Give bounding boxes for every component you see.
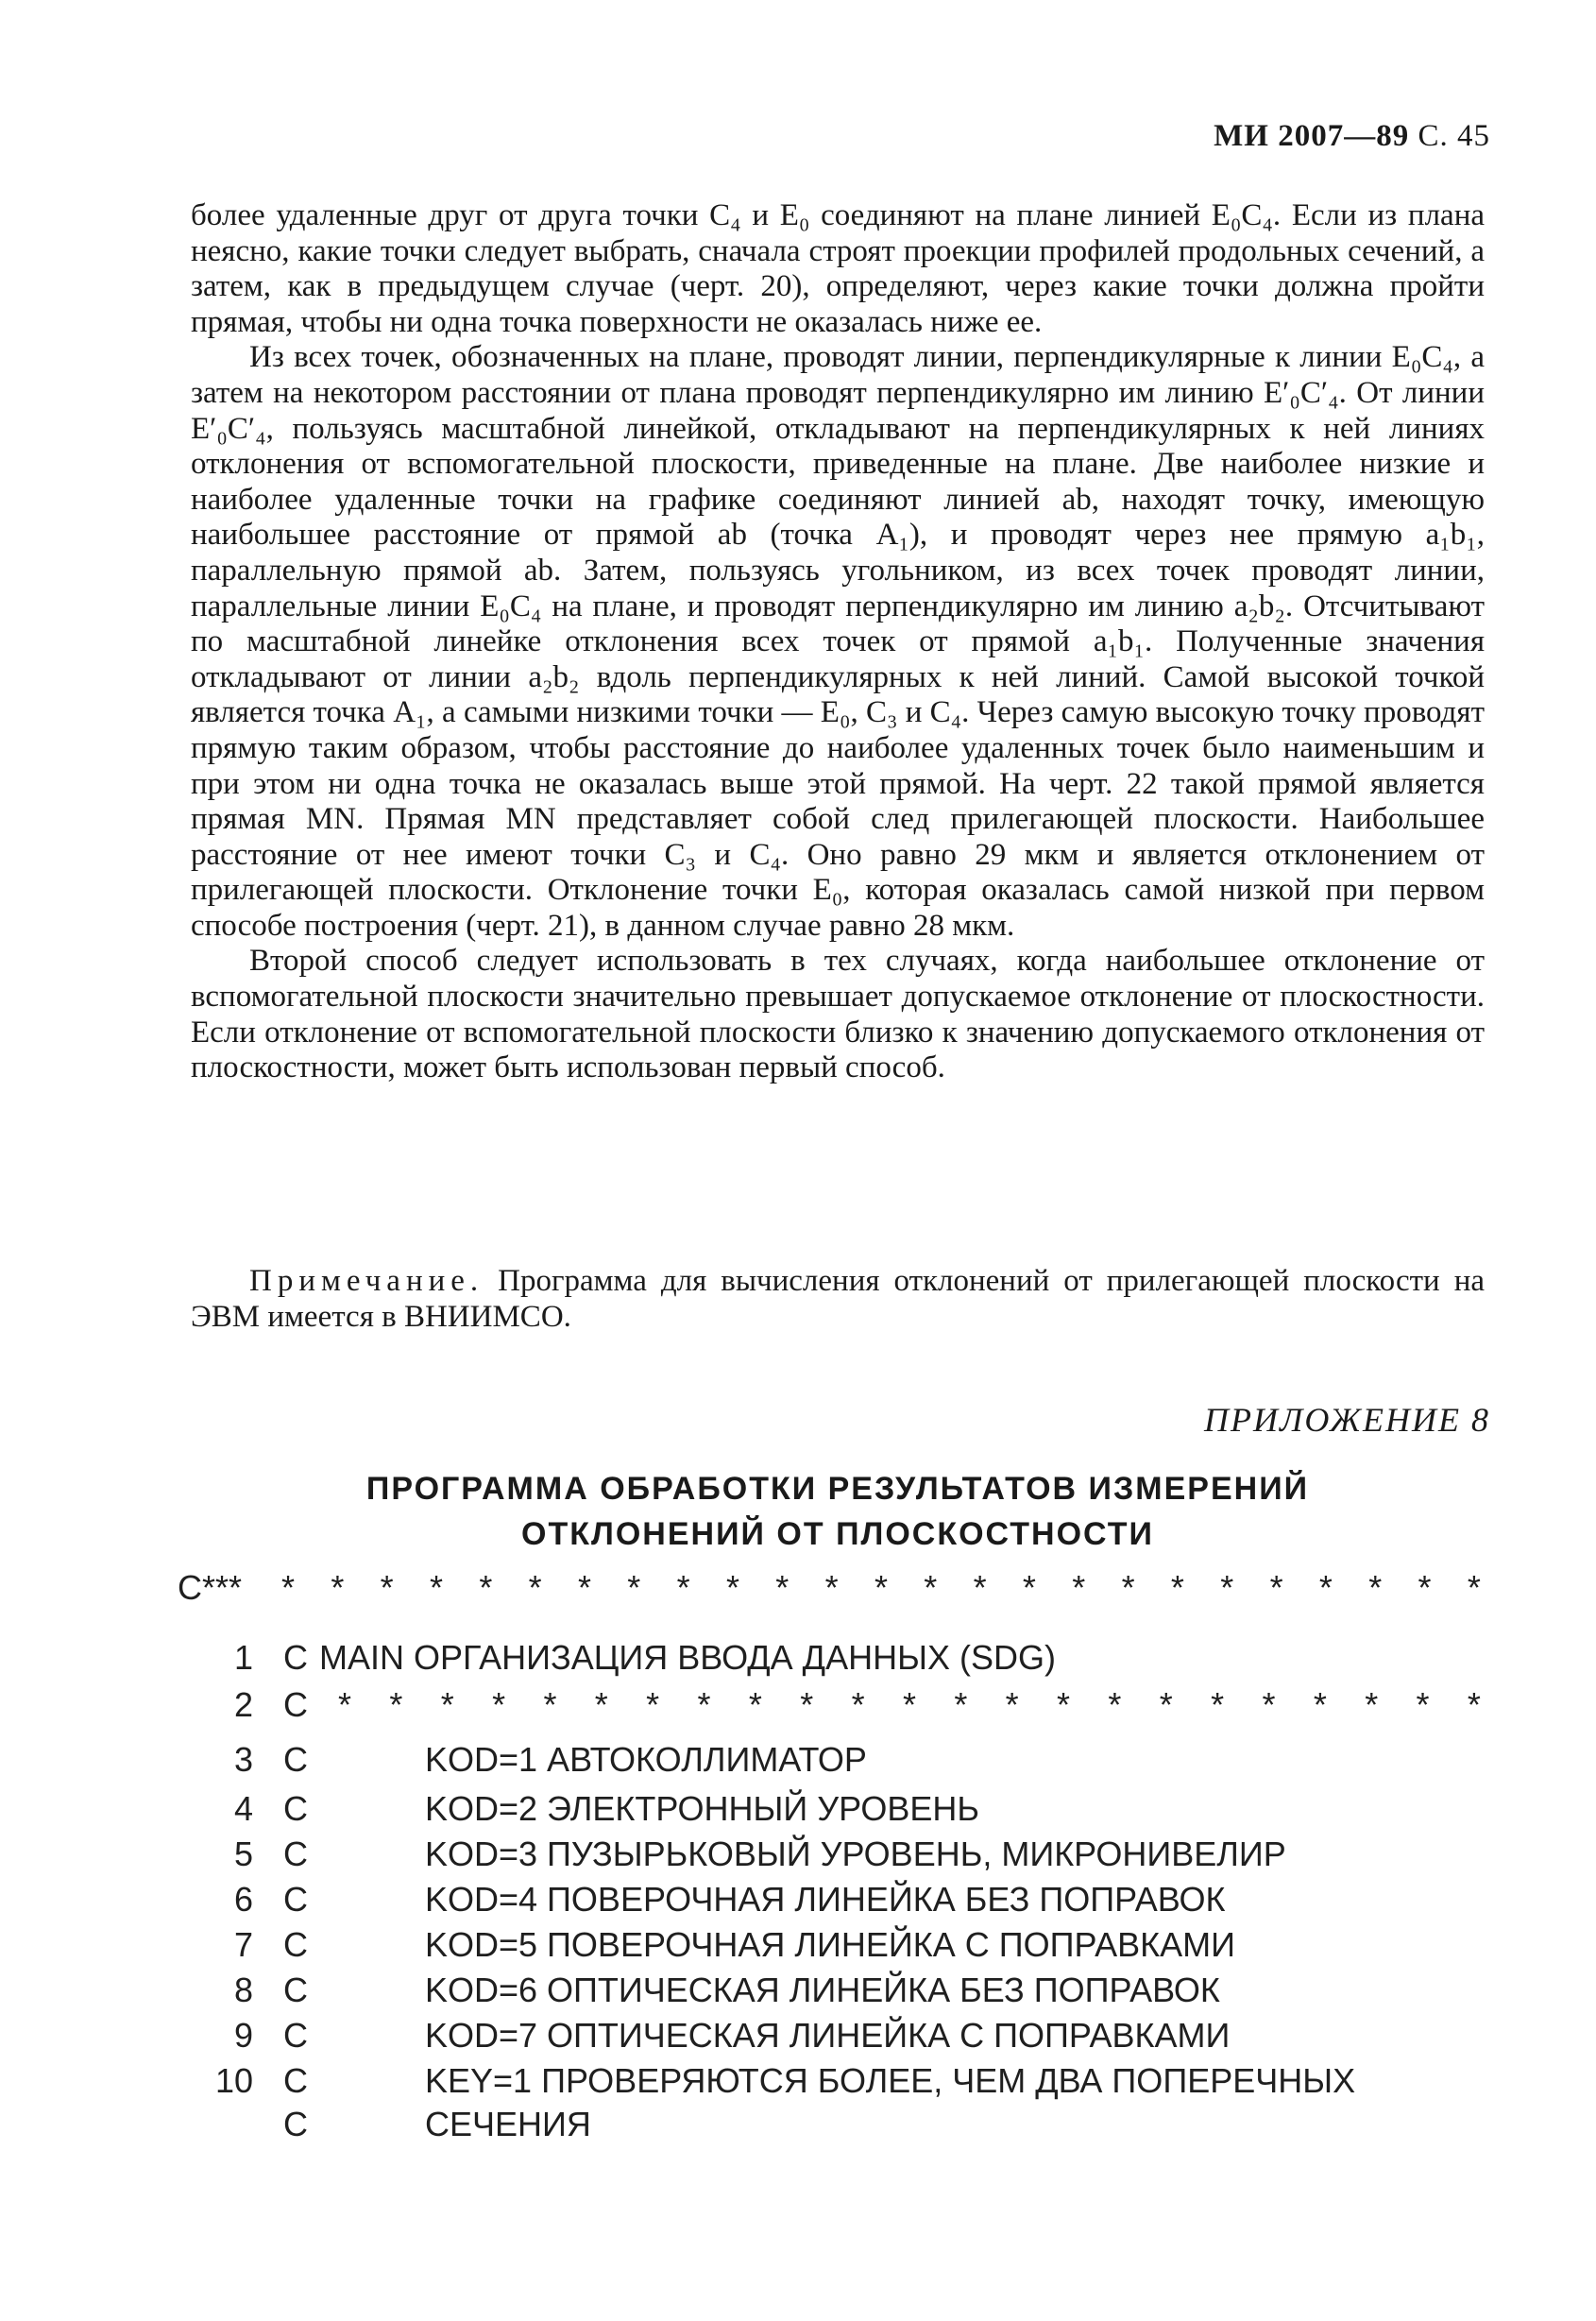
comment-marker: C (283, 1880, 308, 1919)
appendix-title-line-1: ПРОГРАММА ОБРАБОТКИ РЕЗУЛЬТАТОВ ИЗМЕРЕНИЙ (365, 1471, 1310, 1507)
code-line (178, 1925, 1490, 1971)
star-glyph: * (1418, 1568, 1432, 1607)
star-glyph: * (380, 1568, 394, 1607)
line-number: 4 (233, 1789, 253, 1828)
star-glyph: * (627, 1568, 641, 1607)
star-glyph: * (800, 1685, 814, 1724)
star-glyph: * (331, 1568, 345, 1607)
star-glyph: * (973, 1568, 987, 1607)
star-glyph: * (1467, 1568, 1481, 1607)
line-number: 3 (233, 1740, 253, 1779)
appendix-title (191, 1466, 1485, 1557)
line-number: 10 (214, 2061, 253, 2100)
comment-marker: C (283, 1638, 308, 1677)
body-text (191, 198, 1485, 1086)
comment-marker: C (283, 1835, 308, 1873)
star-glyph: * (725, 1568, 739, 1607)
line-number: 2 (233, 1685, 253, 1724)
line-number: 8 (233, 1971, 253, 2009)
star-glyph: * (1262, 1685, 1276, 1724)
star-glyph: * (1072, 1568, 1086, 1607)
star-glyph: * (1220, 1568, 1234, 1607)
star-glyph: * (874, 1568, 888, 1607)
star-glyph: * (429, 1568, 443, 1607)
star-glyph: * (281, 1568, 296, 1607)
star-glyph: * (924, 1568, 938, 1607)
code-lines (178, 1638, 1490, 2148)
code-text: KEY=1 ПРОВЕРЯЮТСЯ БОЛЕЕ, ЧЕМ ДВА ПОПЕРЕЧНЫХ (425, 2061, 1356, 2100)
line-number: 9 (233, 2016, 253, 2055)
star-glyph: * (1159, 1685, 1173, 1724)
page-header (1214, 119, 1490, 154)
page-number: С. 45 (1418, 119, 1490, 153)
comment-marker: C (283, 2105, 308, 2143)
star-glyph: * (1005, 1685, 1019, 1724)
star-glyph: * (1108, 1685, 1122, 1724)
code-comment-prefix: C*** (178, 1568, 243, 1607)
code-text: KOD=5 ПОВЕРОЧНАЯ ЛИНЕЙКА С ПОПРАВКАМИ (425, 1925, 1235, 1964)
code-line (178, 1880, 1490, 1925)
code-text: СЕЧЕНИЯ (425, 2105, 591, 2143)
star-glyph: * (1121, 1568, 1135, 1607)
appendix-title-line-2: ОТКЛОНЕНИЙ ОТ ПЛОСКОСТНОСТИ (521, 1516, 1154, 1552)
star-glyph: * (1057, 1685, 1071, 1724)
line-number: 6 (233, 1880, 253, 1919)
star-glyph: * (748, 1685, 762, 1724)
comment-marker: C (283, 1925, 308, 1964)
star-glyph: * (676, 1568, 690, 1607)
star-glyph: * (1313, 1685, 1327, 1724)
note-text: Программа для вычисления отклонений от прилегающей плоскости на ЭВМ имеется в ВНИИМСО. (191, 1264, 1485, 1334)
star-glyph: * (646, 1685, 660, 1724)
star-separator (338, 1685, 1481, 1725)
line-number: 1 (233, 1638, 253, 1677)
code-text: MAIN ОРГАНИЗАЦИЯ ВВОДА ДАННЫХ (SDG) (319, 1638, 1056, 1677)
star-glyph: * (479, 1568, 493, 1607)
document-code: МИ 2007—89 (1214, 119, 1410, 153)
star-glyph: * (1318, 1568, 1333, 1607)
star-glyph: * (824, 1568, 839, 1607)
star-glyph: * (697, 1685, 711, 1724)
comment-marker: C (283, 2016, 308, 2055)
star-glyph: * (775, 1568, 790, 1607)
code-listing (178, 1568, 1490, 2148)
star-glyph: * (543, 1685, 557, 1724)
star-glyph: * (528, 1568, 542, 1607)
star-glyph: * (338, 1685, 352, 1724)
code-line (178, 2016, 1490, 2061)
star-glyph: * (1269, 1568, 1283, 1607)
star-separator (281, 1568, 1481, 1608)
appendix-label: ПРИЛОЖЕНИЕ 8 (1204, 1401, 1490, 1439)
star-glyph: * (492, 1685, 506, 1724)
paragraph-1: более удаленные друг от друга точки C₄ и E₀ соединяют на плане линией E₀C₄. Если из плана неясно, какие точки следует выбрать, сначала строят проекции профилей продольных сечений, а затем, как в предыдущем случае (черт. 20), определяют, через какие точки должна пройти прямая, чтобы ни одна точка поверхности не оказалась ниже ее. (191, 198, 1485, 339)
note-label: Примечание. (249, 1264, 484, 1298)
comment-marker: C (283, 1740, 308, 1779)
star-glyph: * (1467, 1685, 1481, 1724)
code-text: KOD=6 ОПТИЧЕСКАЯ ЛИНЕЙКА БЕЗ ПОПРАВОК (425, 1971, 1220, 2009)
code-line (178, 2061, 1490, 2105)
star-glyph: * (851, 1685, 865, 1724)
star-glyph: * (1170, 1568, 1184, 1607)
line-number: 7 (233, 1925, 253, 1964)
star-glyph: * (902, 1685, 916, 1724)
star-glyph: * (1211, 1685, 1225, 1724)
comment-marker: C (283, 2061, 308, 2100)
code-line (178, 1835, 1490, 1880)
code-line (178, 1638, 1490, 1685)
note (191, 1264, 1485, 1335)
star-glyph: * (954, 1685, 968, 1724)
comment-marker: C (283, 1789, 308, 1828)
star-glyph: * (389, 1685, 403, 1724)
star-glyph: * (1416, 1685, 1430, 1724)
comment-marker: C (283, 1971, 308, 2009)
star-glyph: * (1022, 1568, 1036, 1607)
star-glyph: * (594, 1685, 608, 1724)
code-text: KOD=3 ПУЗЫРЬКОВЫЙ УРОВЕНЬ, МИКРОНИВЕЛИР (425, 1835, 1286, 1873)
code-line (178, 1685, 1490, 1740)
paragraph-3: Второй способ следует использовать в тех случаях, когда наибольшее отклонение от вспомогательной плоскости значительно превышает допускаемое отклонение от плоскостности. Если отклонение от вспомогательной плоскости близко к значению допускаемого отклонения от плоскостности, может быть использован первый способ. (191, 944, 1485, 1085)
code-line (178, 2105, 1490, 2148)
code-text: KOD=1 АВТОКОЛЛИМАТОР (425, 1740, 867, 1779)
code-text: KOD=4 ПОВЕРОЧНАЯ ЛИНЕЙКА БЕЗ ПОПРАВОК (425, 1880, 1226, 1919)
code-text: KOD=7 ОПТИЧЕСКАЯ ЛИНЕЙКА С ПОПРАВКАМИ (425, 2016, 1231, 2055)
star-glyph: * (440, 1685, 454, 1724)
star-glyph: * (1365, 1685, 1379, 1724)
code-line (178, 1789, 1490, 1835)
code-line (178, 1740, 1490, 1789)
comment-marker: C (283, 1685, 308, 1724)
star-glyph: * (577, 1568, 591, 1607)
code-line (178, 1971, 1490, 2016)
star-glyph: * (1368, 1568, 1383, 1607)
code-header-line (178, 1568, 1490, 1638)
line-number: 5 (233, 1835, 253, 1873)
paragraph-2: Из всех точек, обозначенных на плане, проводят линии, перпендикулярные к линии E₀C₄, а затем на некотором расстоянии от плана проводят перпендикулярно им линию E′₀C′₄. От линии E′₀C′₄, пользуясь масштабной линейкой, откладывают на перпендикулярных к ней линиях отклонения от вспомогательной плоскости, приведенные на плане. Две наиболее низкие и наиболее удаленные точки на графике соединяют линией ab, находят точку, имеющую наибольшее расстояние от прямой ab (точка A₁), и проводят через нее прямую a₁b₁, параллельную прямой ab. Затем, пользуясь угольником, из всех точек проводят линии, параллельные линии E₀C₄ на плане, и проводят перпендикулярно им линию a₂b₂. Отсчитывают по масштабной линейке отклонения всех точек от прямой a₁b₁. Полученные значения откладывают от линии a₂b₂ вдоль перпендикулярных к ней линий. Самой высокой точкой является точка A₁, а самыми низкими точки — E₀, C₃ и C₄. Через самую высокую точку проводят прямую таким образом, чтобы расстояние до наиболее удаленных точек было наименьшим и при этом ни одна точка не оказалась выше этой прямой. На черт. 22 такой прямой является прямая MN. Прямая MN представляет собой след прилегающей плоскости. Наибольшее расстояние от нее имеют точки C₃ и C₄. Оно равно 29 мкм и является отклонением от прилегающей плоскости. Отклонение точки E₀, которая оказалась самой низкой при первом способе построения (черт. 21), в данном случае равно 28 мкм. (191, 340, 1485, 943)
code-text: KOD=2 ЭЛЕКТРОННЫЙ УРОВЕНЬ (425, 1789, 980, 1828)
